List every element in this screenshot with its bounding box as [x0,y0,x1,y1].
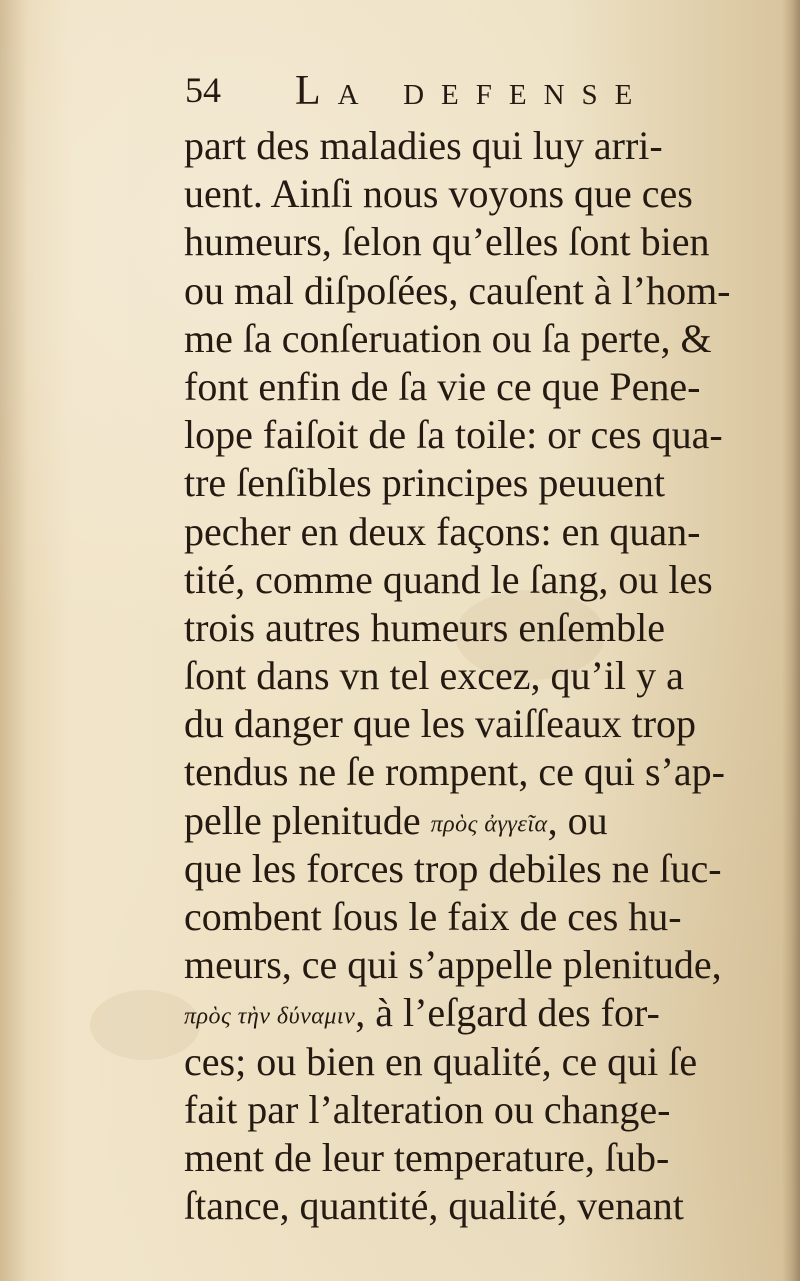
text-line: ſtance, quantité, qualité, venant [184,1183,684,1229]
text-line: tité, comme quand le ſang, ou les [184,556,713,602]
text-line: meurs, ce qui s’appelle plenitude, [184,942,722,988]
text-line: lope faiſoit de ſa toile: or ces qua- [184,412,723,458]
text-line: ou mal diſpoſées, cauſent à l’hom- [184,267,731,313]
text-line-segment: , à l’eſgard des for- [355,990,660,1036]
running-title: La defense [295,68,650,114]
text-line-segment: , ou [547,797,608,843]
text-line: part des maladies qui luy arri- [184,123,663,168]
text-line-segment: pelle plenitude [184,797,431,843]
text-line: ces; ou bien en qualité, ce qui ſe [184,1038,698,1084]
text-line: tre ſenſibles principes peuuent [184,460,665,506]
text-line: pecher en deux façons: en quan- [184,508,701,554]
text-line: ment de leur temperature, ſub- [184,1134,670,1180]
text-line: du danger que les vaiſſeaux trop [184,701,697,747]
greek-phrase: πρὸς ἀγγεῖα [430,811,548,838]
text-line: combent ſous le faix de ces hu- [184,894,682,939]
text-line: trois autres humeurs enſemble [184,604,665,650]
text-line: ſont dans vn tel excez, qu’il y a [184,653,684,699]
text-line: tendus ne ſe rompent, ce qui s’ap- [184,749,725,795]
text-line-with-greek [184,989,744,1037]
text-line: uent. Ainſi nous voyons que ces [184,171,693,217]
page-shadow-left [0,0,28,1281]
text-line: font enfin de ſa vie ce que Pene- [184,363,701,409]
running-head [185,68,650,120]
body-text [184,122,744,1232]
page-number: 54 [185,70,221,110]
text-line: humeurs, ſelon qu’elles ſont bien [184,219,710,265]
text-line: me ſa conſeruation ou ſa perte, & [184,315,712,361]
text-line-with-greek [184,797,744,845]
text-line: que les forces trop debiles ne ſuc- [184,845,722,891]
page-shadow-right [782,0,800,1281]
greek-phrase: πρὸς τὴν δύναμιν [184,1004,356,1031]
text-line: fait par l’alteration ou change- [184,1086,671,1132]
